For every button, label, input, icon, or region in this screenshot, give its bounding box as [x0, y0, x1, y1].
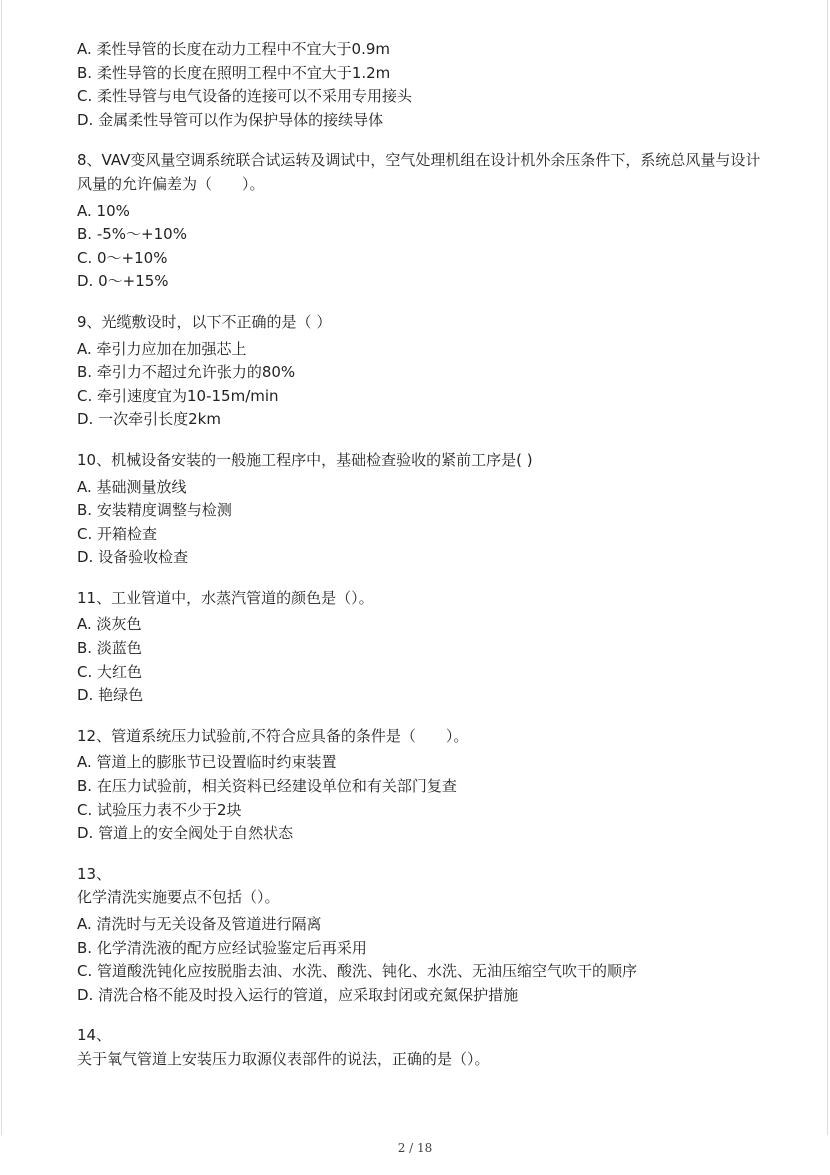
answer-option: A. 淡灰色 — [77, 615, 142, 634]
answer-option: A. 牵引力应加在加强芯上 — [77, 339, 247, 358]
answer-option: C. 试验压力表不少于2块 — [77, 800, 242, 819]
question-line: 化学清洗实施要点不包括（）。 — [77, 888, 280, 907]
question-block — [77, 311, 767, 432]
question-block — [77, 863, 767, 1008]
question-line: 14、 — [77, 1026, 112, 1045]
answer-option: B. 安装精度调整与检测 — [77, 501, 232, 520]
question-block — [77, 449, 767, 570]
answer-option: D. 清洗合格不能及时投入运行的管道，应采取封闭或充氮保护措施 — [77, 985, 519, 1004]
question-block — [77, 1024, 767, 1071]
answer-option: C. 柔性导管与电气设备的连接可以不采用专用接头 — [77, 87, 413, 106]
question-text: 9、光缆敷设时，以下不正确的是（ ） — [77, 312, 332, 331]
page-content — [77, 38, 767, 1075]
answer-option: C. 开箱检查 — [77, 524, 158, 543]
answer-option: B. 淡蓝色 — [77, 639, 142, 658]
answer-option: A. 清洗时与无关设备及管道进行隔离 — [77, 915, 322, 933]
answer-option: A. 柔性导管的长度在动力工程中不宜大于0.9m — [77, 40, 391, 58]
question-block — [77, 587, 767, 708]
answer-option: A. 10% — [77, 201, 130, 220]
answer-option: B. 牵引力不超过允许张力的80% — [77, 363, 296, 382]
question-text: 12、管道系统压力试验前,不符合应具备的条件是（ ）。 — [77, 726, 469, 745]
question-text: 11、工业管道中，水蒸汽管道的颜色是（）。 — [77, 588, 374, 607]
answer-option: D. 0～+15% — [77, 272, 169, 291]
answer-option: D. 管道上的安全阀处于自然状态 — [77, 824, 294, 843]
document-page — [1, 0, 828, 1135]
question-text: 8、VAV变风量空调系统联合试运转及调试中，空气处理机组在设计机外余压条件下，系统总风量与设计风量的允许偏差为（ ）。 — [77, 151, 761, 193]
question-block — [77, 38, 767, 132]
answer-option: D. 一次牵引长度2km — [77, 410, 221, 429]
answer-option: C. 管道酸洗钝化应按脱脂去油、水洗、酸洗、钝化、水洗、无油压缩空气吹干的顺序 — [77, 962, 638, 981]
answer-option: A. 基础测量放线 — [77, 477, 187, 496]
answer-option: C. 0～+10% — [77, 248, 168, 267]
question-line: 13、 — [77, 864, 112, 883]
answer-option: B. 在压力试验前，相关资料已经建设单位和有关部门复查 — [77, 777, 457, 796]
question-block — [77, 149, 767, 294]
answer-option: D. 设备验收检查 — [77, 548, 189, 567]
answer-option: B. 柔性导管的长度在照明工程中不宜大于1.2m — [77, 63, 391, 82]
question-block — [77, 725, 767, 846]
answer-option: D. 金属柔性导管可以作为保护导体的接续导体 — [77, 110, 384, 129]
answer-option: C. 牵引速度宜为10-15m/min — [77, 386, 279, 405]
answer-option: A. 管道上的膨胀节已设置临时约束装置 — [77, 753, 337, 772]
question-line: 关于氧气管道上安装压力取源仪表部件的说法，正确的是（）。 — [77, 1049, 490, 1068]
answer-option: B. -5%～+10% — [77, 225, 187, 244]
answer-option: D. 艳绿色 — [77, 686, 144, 705]
question-text: 10、机械设备安装的一般施工程序中，基础检查验收的紧前工序是( ) — [77, 450, 533, 469]
answer-option: B. 化学清洗液的配方应经试验鉴定后再采用 — [77, 938, 367, 957]
page-number: 2 / 18 — [397, 1141, 433, 1155]
answer-option: C. 大红色 — [77, 662, 143, 681]
question-text — [77, 863, 767, 910]
question-text — [77, 1024, 767, 1071]
